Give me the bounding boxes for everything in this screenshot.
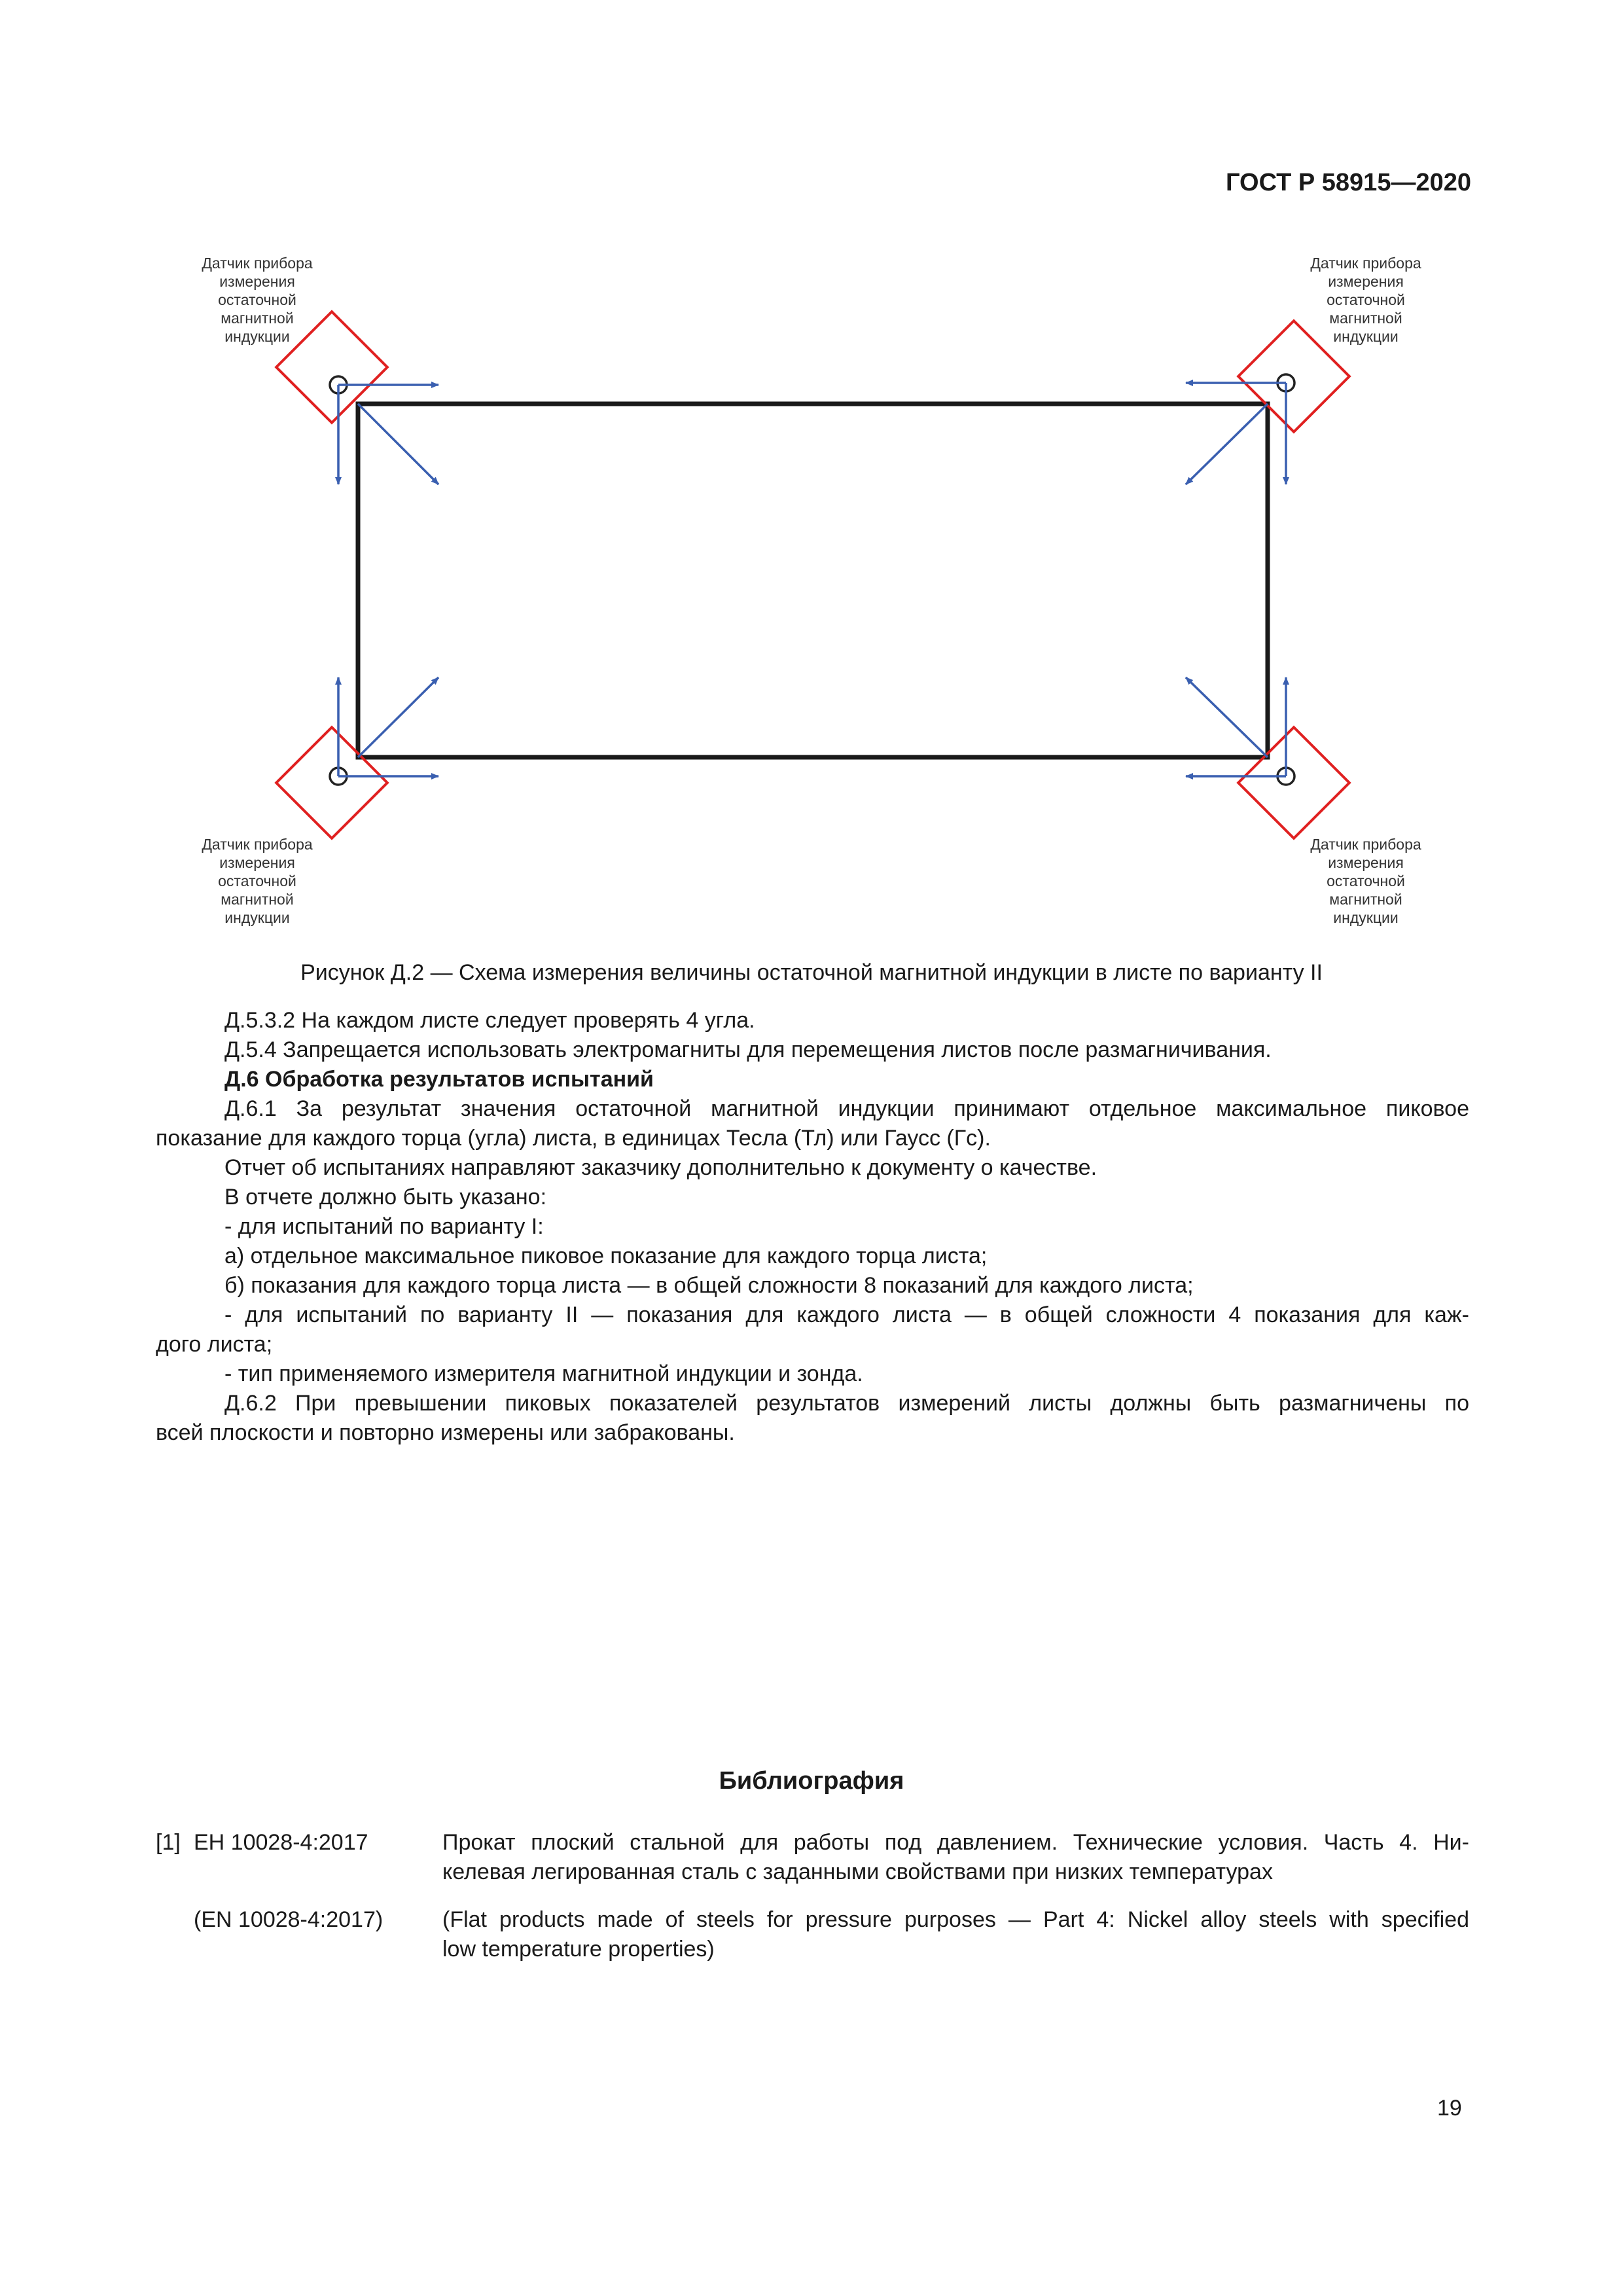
sensor-label-bottom-right: Датчик прибора измерения остаточной магнитной индукции: [1310, 836, 1421, 926]
page-number: 19: [1437, 2096, 1462, 2121]
bib-entry-code: ЕН 10028-4:2017: [194, 1830, 368, 1855]
document-id: ГОСТ Р 58915—2020: [1226, 169, 1471, 196]
body-text: [156, 1006, 1469, 1448]
bib-entry-number: [1]: [156, 1830, 181, 1855]
bib-entry-code-en: (EN 10028-4:2017): [194, 1907, 383, 1932]
bib-entry-description: Прокат плоский стальной для работы под давлением. Технические условия. Часть 4. Ни- келевая легированная сталь с заданными свойствами при низких температурах: [442, 1830, 1469, 1884]
paragraph-d6-2-line1: Д.6.2 При превышении пиковых показателей результатов измерений листы должны быть размагничены по: [224, 1391, 1469, 1416]
paragraph-d5-4: Д.5.4 Запрещается использовать электромагниты для перемещения листов после размагничивания.: [224, 1037, 1272, 1062]
paragraph-d6-1-line2: показание для каждого торца (угла) листа, в единицах Тесла (Тл) или Гаусс (Гс).: [156, 1126, 991, 1151]
list-item-variant-1-a: а) отдельное максимальное пиковое показание для каждого торца листа;: [224, 1244, 988, 1268]
list-item-meter-type: - тип применяемого измерителя магнитной индукции и зонда.: [224, 1361, 863, 1386]
sheet-outline: [358, 404, 1268, 757]
paragraph-report: Отчет об испытаниях направляют заказчику дополнительно к документу о качестве.: [224, 1155, 1097, 1180]
bib-entry-description-en: (Flat products made of steels for pressure purposes — Part 4: Nickel alloy steels with specified low temperature properties): [442, 1907, 1469, 1962]
list-item-variant-2-line2: дого листа;: [156, 1332, 273, 1357]
figure-caption: Рисунок Д.2 — Схема измерения величины остаточной магнитной индукции в листе по варианту II: [300, 960, 1323, 985]
bibliography-title: Библиография: [719, 1767, 904, 1795]
sensor-label-top-left: Датчик прибора измерения остаточной магнитной индукции: [202, 255, 313, 345]
sensor-label-bottom-left: Датчик прибора измерения остаточной магнитной индукции: [202, 836, 313, 926]
sensor-label-top-right: Датчик прибора измерения остаточной магнитной индукции: [1310, 255, 1421, 345]
section-heading-d6: Д.6 Обработка результатов испытаний: [224, 1067, 654, 1092]
figure-d2: [0, 0, 1623, 949]
paragraph-d6-2-line2: всей плоскости и повторно измерены или забракованы.: [156, 1420, 735, 1445]
list-item-variant-2-line1: - для испытаний по варианту II — показания для каждого листа — в общей сложности 4 показания для каж-: [224, 1302, 1469, 1327]
paragraph-d6-1-line1: Д.6.1 За результат значения остаточной магнитной индукции принимают отдельное максимальное пиковое: [224, 1096, 1469, 1121]
paragraph-report-contents: В отчете должно быть указано:: [224, 1185, 547, 1210]
paragraph-d5-3-2: Д.5.3.2 На каждом листе следует проверять 4 угла.: [224, 1008, 755, 1033]
list-item-variant-1: - для испытаний по варианту I:: [224, 1214, 544, 1239]
list-item-variant-1-b: б) показания для каждого торца листа — в общей сложности 8 показаний для каждого листа;: [224, 1273, 1194, 1298]
